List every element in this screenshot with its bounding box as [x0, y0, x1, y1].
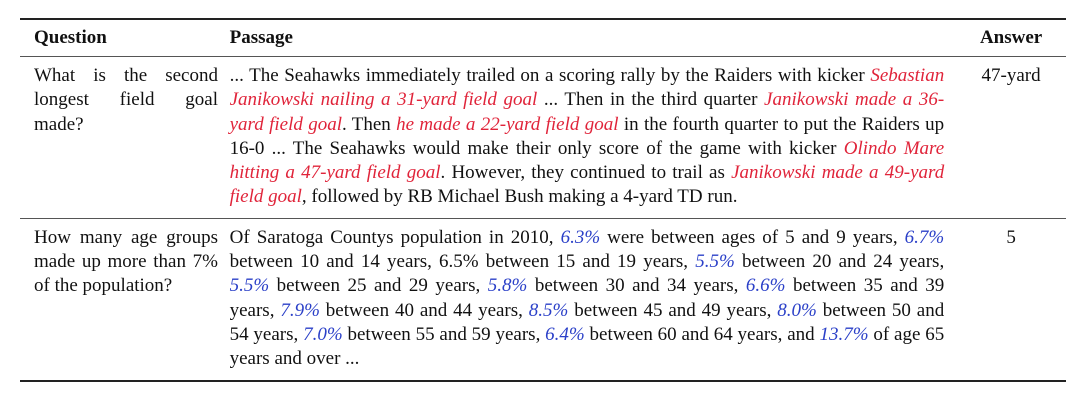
highlighted-number: 8.5%	[528, 299, 569, 321]
passage-text: between 50 and 54 years,	[229, 299, 945, 345]
header-row	[20, 20, 1066, 56]
question-cell: How many age groups made up more than 7% of the population?	[34, 226, 218, 297]
highlighted-number: 5.8%	[487, 275, 528, 297]
passage-text: Of Saratoga Countys population in 2010,	[229, 226, 561, 248]
passage-text: . However, they continued to trail as	[440, 162, 732, 184]
highlighted-number: 6.4%	[545, 323, 585, 345]
highlighted-number: 6.7%	[904, 226, 945, 248]
highlighted-number: 8.0%	[777, 299, 817, 321]
highlighted-number: 5.5%	[229, 275, 270, 297]
highlighted-number: 5.5%	[695, 251, 735, 273]
highlighted-span: Janikowski made a 49-yard field goal	[229, 162, 945, 208]
passage-text: between 60 and 64 years, and	[584, 323, 820, 345]
header-answer: Answer	[979, 27, 1043, 48]
table-row	[20, 219, 1066, 380]
highlighted-number: 6.6%	[745, 275, 786, 297]
passage-text: of age 65 years and over ...	[229, 323, 945, 370]
answer-cell: 47-yard	[981, 65, 1041, 86]
passage-text: ... Then in the third quarter	[537, 89, 765, 111]
bottom-rule	[20, 380, 1066, 382]
passage-text: between 20 and 24 years,	[734, 251, 945, 273]
passage-text: between 35 and 39 years,	[229, 275, 945, 321]
highlighted-number: 13.7%	[819, 323, 869, 345]
passage-text: . Then	[341, 113, 397, 135]
passage-text: , followed by RB Michael Bush making a 4-yard TD run.	[301, 186, 738, 208]
highlighted-number: 7.9%	[280, 299, 320, 321]
answer-cell: 5	[1006, 226, 1016, 248]
highlighted-span: Olindo Mare hitting a 47-yard field goal	[229, 137, 945, 184]
highlighted-span: Janikowski made a 36-yard field goal	[229, 89, 945, 135]
passage-text: in the fourth quarter to put the Raiders up 16-0 ... The Seahawks would make their only score of the game with kicker	[229, 113, 945, 159]
table-row	[20, 57, 1066, 218]
highlighted-span: he made a 22-yard field goal	[396, 113, 619, 135]
header-passage: Passage	[229, 27, 293, 48]
qa-table	[20, 18, 1066, 382]
passage-text: between 55 and 59 years,	[342, 323, 546, 345]
highlighted-span: Sebastian Janikowski nailing a 31-yard field goal	[229, 65, 945, 111]
header-question: Question	[34, 27, 107, 48]
highlighted-number: 7.0%	[303, 323, 343, 345]
passage-text: between 40 and 44 years,	[319, 299, 529, 321]
passage-text: were between ages of 5 and 9 years,	[600, 226, 905, 248]
passage-cell	[230, 64, 945, 210]
passage-text: between 45 and 49 years,	[568, 299, 778, 321]
passage-text: between 25 and 29 years,	[269, 275, 488, 297]
passage-cell	[230, 226, 945, 372]
highlighted-number: 6.3%	[560, 226, 601, 248]
question-cell: What is the second longest field goal made?	[34, 65, 218, 135]
passage-text: ... The Seahawks immediately trailed on a scoring rally by the Raiders with kicker	[229, 65, 871, 86]
passage-text: between 10 and 14 years, 6.5% between 15 and 19 years,	[229, 251, 696, 273]
passage-text: between 30 and 34 years,	[527, 275, 746, 297]
